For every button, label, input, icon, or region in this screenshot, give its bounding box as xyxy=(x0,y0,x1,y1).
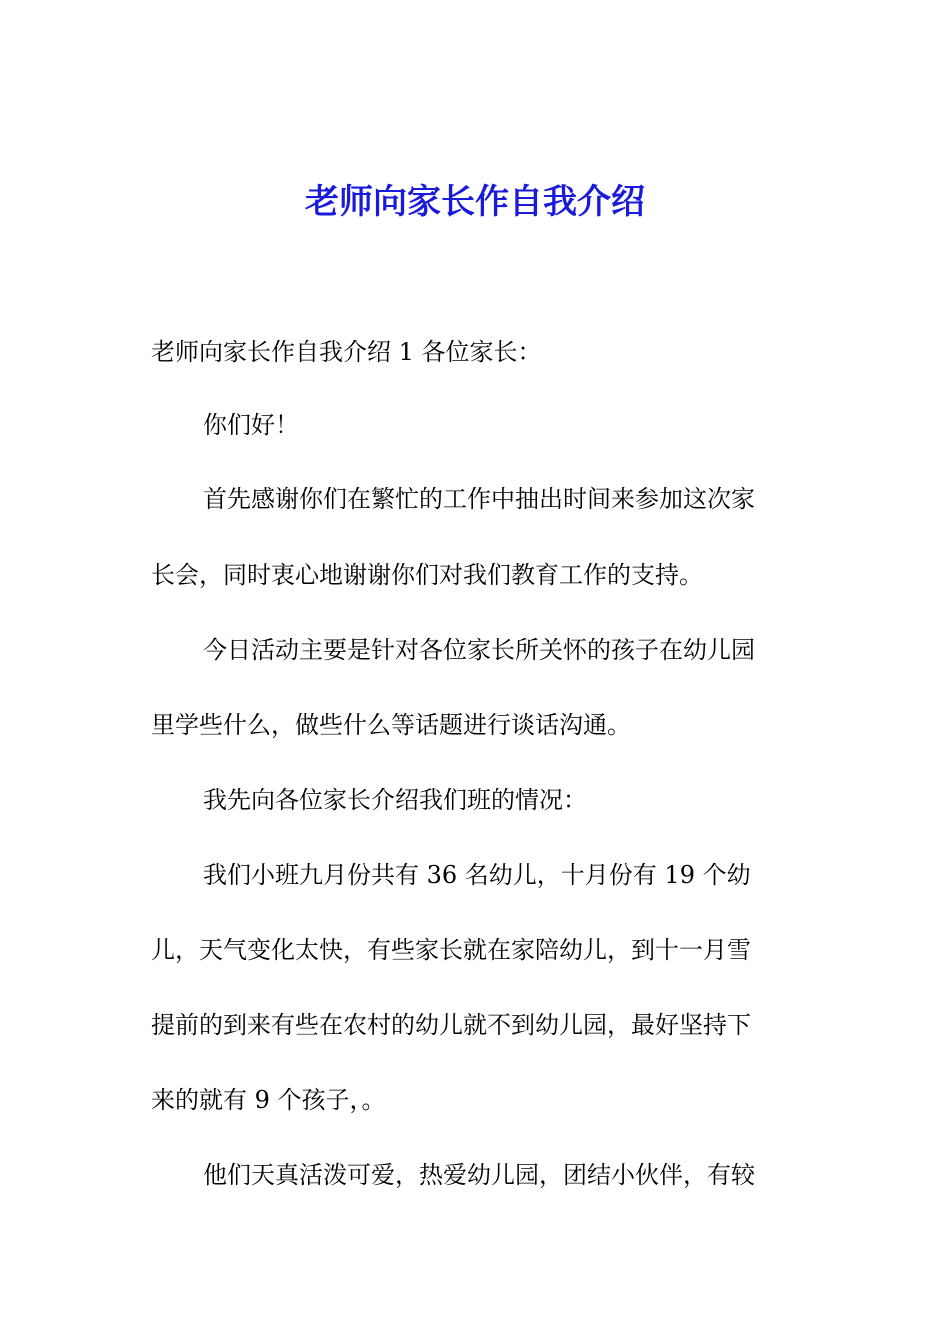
paragraph-line: 来的就有 9 个孩子，。 xyxy=(151,1086,386,1114)
paragraph-line: 我们小班九月份共有 36 名幼儿，十月份有 19 个幼 xyxy=(203,861,751,889)
paragraph-line: 里学些什么，做些什么等话题进行谈话沟通。 xyxy=(151,711,631,739)
paragraph-line: 首先感谢你们在繁忙的工作中抽出时间来参加这次家 xyxy=(203,485,755,513)
greeting-line: 老师向家长作自我介绍 1 各位家长： xyxy=(151,338,542,366)
paragraph-line: 儿，天气变化太快，有些家长就在家陪幼儿，到十一月雪 xyxy=(151,936,751,964)
document-title: 老师向家长作自我介绍 xyxy=(305,182,645,222)
paragraph-line: 我先向各位家长介绍我们班的情况： xyxy=(203,786,587,814)
paragraph-line: 长会，同时衷心地谢谢你们对我们教育工作的支持。 xyxy=(151,561,703,589)
paragraph-line: 他们天真活泼可爱，热爱幼儿园，团结小伙伴，有较 xyxy=(203,1161,755,1189)
salutation-line: 你们好！ xyxy=(203,411,299,439)
paragraph-line: 今日活动主要是针对各位家长所关怀的孩子在幼儿园 xyxy=(203,636,755,664)
paragraph-line: 提前的到来有些在农村的幼儿就不到幼儿园，最好坚持下 xyxy=(151,1011,751,1039)
